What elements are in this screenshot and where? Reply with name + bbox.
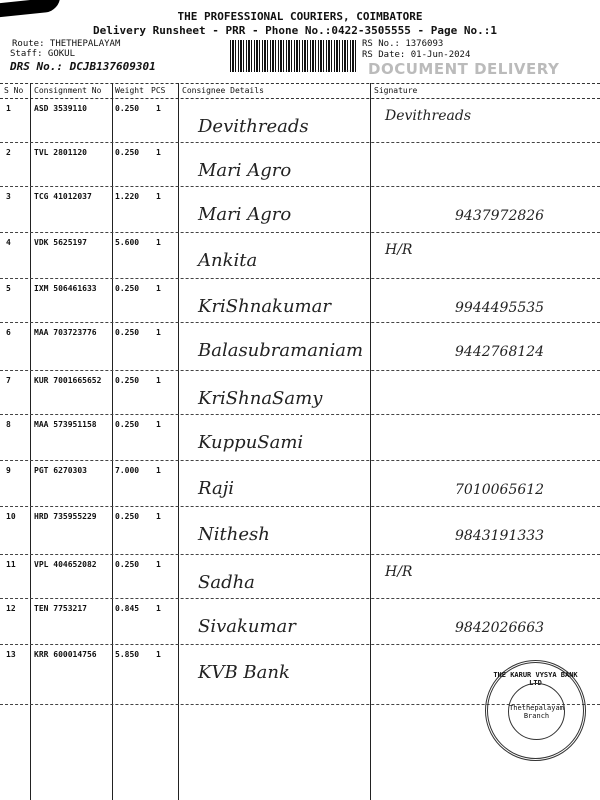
row-weight: 0.250 [115,148,140,157]
row-pcs: 1 [156,328,161,337]
row-weight: 5.850 [115,650,140,659]
row-consignee-handwritten: Devithreads [198,116,309,137]
row-sno: 1 [6,104,11,113]
seal-inner-text: Thethepalayam Branch [509,703,564,720]
row-phone-handwritten: 9842026663 [455,620,545,636]
row-pcs: 1 [156,604,161,613]
row-sno: 5 [6,284,11,293]
row-consignment-no: TEN 7753217 [34,604,87,613]
row-signature-handwritten: H/R [385,564,413,580]
staff-label: Staff: GOKUL [10,49,76,59]
row-consignee-handwritten: Sivakumar [198,616,296,637]
row-consignee-handwritten: Sadha [198,572,255,593]
row-weight: 7.000 [115,466,140,475]
row-consignment-no: VDK 5625197 [34,238,87,247]
row-consignment-no: IXM 506461633 [34,284,97,293]
row-consignee-handwritten: KriShnaSamy [198,388,323,409]
row-weight: 0.845 [115,604,140,613]
row-consignee-handwritten: KriShnakumar [198,296,331,317]
barcode [230,40,358,72]
row-weight: 0.250 [115,512,140,521]
row-consignee-handwritten: Nithesh [198,524,270,545]
seal-text: THE KARUR VYSYA BANK LTD [493,671,578,687]
table-row [0,322,600,371]
row-weight: 0.250 [115,284,140,293]
table-row [0,554,600,599]
row-consignment-no: PGT 6270303 [34,466,87,475]
row-sno: 6 [6,328,11,337]
row-pcs: 1 [156,238,161,247]
table-row [0,278,600,323]
table-header [0,83,600,99]
row-sno: 13 [6,650,16,659]
row-consignment-no: TCG 41012037 [34,192,92,201]
table-row [0,414,600,461]
col-signature: Signature [374,86,418,95]
row-pcs: 1 [156,284,161,293]
row-consignee-handwritten: Mari Agro [198,204,292,225]
row-sno: 7 [6,376,11,385]
row-consignment-no: HRD 735955229 [34,512,97,521]
rs-date: RS Date: 01-Jun-2024 [362,50,471,60]
col-consignee: Consignee Details [182,86,264,95]
row-consignment-no: ASD 3539110 [34,104,87,113]
row-weight: 1.220 [115,192,140,201]
row-pcs: 1 [156,104,161,113]
row-weight: 0.250 [115,420,140,429]
row-sno: 11 [6,560,16,569]
row-weight: 5.600 [115,238,140,247]
row-weight: 0.250 [115,328,140,337]
table-row [0,598,600,645]
row-consignment-no: VPL 404652082 [34,560,97,569]
row-sno: 2 [6,148,11,157]
row-consignee-handwritten: KVB Bank [198,662,290,683]
row-consignee-handwritten: Balasubramaniam [198,340,364,361]
row-signature-handwritten: H/R [385,242,413,258]
bank-seal [485,660,586,761]
row-consignee-handwritten: Raji [198,478,235,499]
row-pcs: 1 [156,148,161,157]
drs-number: DRS No.: DCJB137609301 [10,60,156,73]
row-phone-handwritten: 7010065612 [455,482,545,498]
row-pcs: 1 [156,560,161,569]
row-consignee-handwritten: Mari Agro [198,160,292,181]
rs-number: RS No.: 1376093 [362,39,444,49]
row-signature-handwritten: Devithreads [385,108,472,124]
row-pcs: 1 [156,650,161,659]
row-weight: 0.250 [115,560,140,569]
col-sno: S No [4,86,24,95]
row-consignee-handwritten: KuppuSami [198,432,304,453]
row-phone-handwritten: 9437972826 [455,208,545,224]
table-row [0,506,600,555]
table-row [0,460,600,507]
row-phone-handwritten: 9944495535 [455,300,545,316]
row-pcs: 1 [156,192,161,201]
row-sno: 8 [6,420,11,429]
table-row [0,186,600,233]
row-consignment-no: KUR 7001665652 [34,376,102,385]
row-consignment-no: KRR 600014756 [34,650,97,659]
row-sno: 4 [6,238,11,247]
row-phone-handwritten: 9843191333 [455,528,545,544]
row-consignment-no: MAA 573951158 [34,420,97,429]
col-consignment: Consignment No [34,86,102,95]
route-label: Route: THETHEPALAYAM [12,39,121,49]
table-row [0,142,600,187]
table-row [0,232,600,279]
row-weight: 0.250 [115,376,140,385]
row-phone-handwritten: 9442768124 [455,344,545,360]
row-consignment-no: MAA 703723776 [34,328,97,337]
row-pcs: 1 [156,420,161,429]
col-pcs: PCS [151,86,166,95]
table-row [0,370,600,415]
col-weight: Weight [115,86,144,95]
row-sno: 12 [6,604,16,613]
row-consignee-handwritten: Ankita [198,250,258,271]
row-pcs: 1 [156,376,161,385]
row-consignment-no: TVL 2801120 [34,148,87,157]
runsheet-subtitle: Delivery Runsheet - PRR - Phone No.:0422-3505555 - Page No.:1 [93,24,497,37]
row-pcs: 1 [156,466,161,475]
row-sno: 10 [6,512,16,521]
row-weight: 0.250 [115,104,140,113]
row-pcs: 1 [156,512,161,521]
table-row [0,98,600,143]
row-sno: 9 [6,466,11,475]
row-sno: 3 [6,192,11,201]
company-title: THE PROFESSIONAL COURIERS, COIMBATORE [177,10,423,23]
document-delivery-stamp: DOCUMENT DELIVERY [368,60,560,78]
